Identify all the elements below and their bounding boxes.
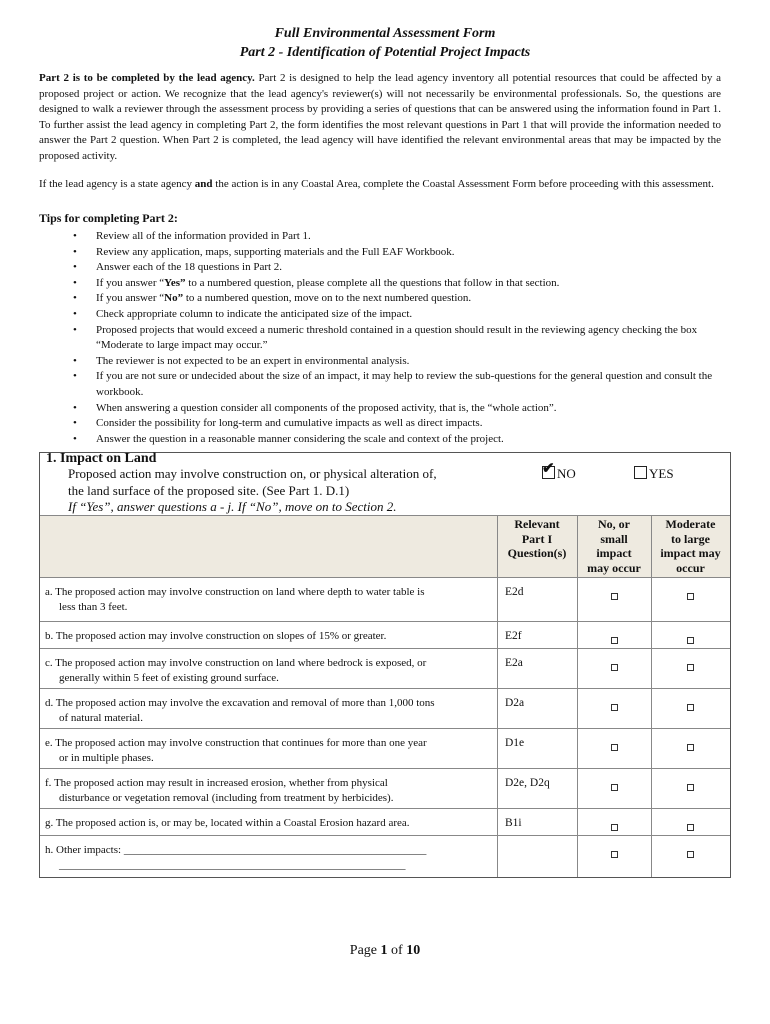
table-row-text: c. The proposed action may involve construction on land where bedrock is exposed, or generally within 5 feet of existing ground surface. xyxy=(45,657,427,684)
small-impact-checkbox[interactable] xyxy=(611,784,618,791)
table-row-text: h. Other impacts: _______________________________________________________ _______________________________________________________________ xyxy=(45,844,427,871)
table-row-text: g. The proposed action is, or may be, located within a Coastal Erosion hazard area. xyxy=(45,817,410,829)
table-row-text: a. The proposed action may involve construction on land where depth to water table is less than 3 feet. xyxy=(45,586,425,613)
small-impact-checkbox[interactable] xyxy=(611,637,618,644)
small-impact-checkbox[interactable] xyxy=(611,664,618,671)
page-footer: Page 1 of 10 xyxy=(349,943,421,958)
table-row-text: f. The proposed action may result in increased erosion, whether from physical disturbance or vegetation removal (including from treatment by herbicides). xyxy=(45,777,394,804)
tip-item: • Review any application, maps, supporting materials and the Full EAF Workbook. xyxy=(39,245,719,261)
large-impact-checkbox[interactable] xyxy=(687,851,694,858)
tip-item: • If you answer “No” to a numbered question, move on to the next numbered question. xyxy=(39,291,719,307)
large-impact-checkbox[interactable] xyxy=(687,593,694,600)
large-impact-checkbox[interactable] xyxy=(687,784,694,791)
tip-item: • Answer the question in a reasonable manner considering the scale and context of the project. xyxy=(39,432,719,448)
small-impact-checkbox[interactable] xyxy=(611,824,618,831)
small-impact-checkbox[interactable] xyxy=(611,704,618,711)
table-row-text: d. The proposed action may involve the excavation and removal of more than 1,000 tons of natural material. xyxy=(45,697,435,724)
table-row-text: b. The proposed action may involve construction on slopes of 15% or greater. xyxy=(45,630,387,642)
section-description-line2: the land surface of the proposed site. (See Part 1. D.1) xyxy=(68,483,350,498)
relevant-question-cell: E2a xyxy=(505,657,523,669)
large-impact-checkbox[interactable] xyxy=(687,637,694,644)
column-header-relevant-question: Relevant Part I Question(s) xyxy=(507,517,567,561)
tip-item: • If you answer “Yes” to a numbered question, please complete all the questions that follow in that section. xyxy=(39,276,719,292)
tip-item: • If you are not sure or undecided about the size of an impact, it may help to review the sub-questions for the general question and consult the workbook. xyxy=(39,369,719,400)
column-header-large-impact: Moderate to large impact may occur xyxy=(660,517,721,575)
relevant-question-cell: B1i xyxy=(505,817,522,829)
tips-heading: Tips for completing Part 2: xyxy=(39,211,178,225)
large-impact-checkbox[interactable] xyxy=(687,664,694,671)
section-instruction: If “Yes”, answer questions a - j. If “No”, move on to Section 2. xyxy=(68,499,397,514)
intro-bold-lead: Part 2 is to be completed by the lead agency. xyxy=(39,72,255,84)
table-row-text: e. The proposed action may involve construction that continues for more than one year or in multiple phases. xyxy=(45,737,427,764)
yes-checkbox[interactable] xyxy=(634,466,647,479)
no-label: NO xyxy=(557,466,576,481)
intro-paragraph xyxy=(39,71,721,165)
relevant-question-cell: D2a xyxy=(505,697,525,709)
no-checkbox[interactable] xyxy=(542,461,555,479)
large-impact-checkbox[interactable] xyxy=(687,824,694,831)
large-impact-checkbox[interactable] xyxy=(687,744,694,751)
tip-item: • The reviewer is not expected to be an expert in environmental analysis. xyxy=(39,354,719,370)
column-header-small-impact: No, or small impact may occur xyxy=(587,517,641,575)
intro-text: Part 2 is designed to help the lead agency inventory all potential resources that could be affected by a proposed project or action. We recognize that the lead agency's reviewer(s) will not necessarily be environmental professionals. So, the questions are designed to walk a reviewer through the assessment process by providing a series of questions that can be answered using the information found in Part 1. To further assist the lead agency in completing Part 2, the form identifies the most relevant questions in Part 1 that will provide the information needed to answer the Part 2 question. When Part 2 is completed, the lead agency will have identified the relevant environmental areas that may be impacted by the proposed activity. xyxy=(39,72,721,162)
relevant-question-cell: D1e xyxy=(505,737,525,749)
tip-item: • When answering a question consider all components of the proposed activity, that is, the “whole action”. xyxy=(39,401,719,417)
small-impact-checkbox[interactable] xyxy=(611,851,618,858)
tip-item: • Review all of the information provided in Part 1. xyxy=(39,229,719,245)
large-impact-checkbox[interactable] xyxy=(687,704,694,711)
small-impact-checkbox[interactable] xyxy=(611,744,618,751)
section-title: 1. Impact on Land xyxy=(46,451,157,466)
relevant-question-cell: E2d xyxy=(505,586,524,598)
tips-list xyxy=(39,229,719,447)
small-impact-checkbox[interactable] xyxy=(611,593,618,600)
relevant-question-cell: E2f xyxy=(505,630,522,642)
tip-item: • Consider the possibility for long-term and cumulative impacts as well as direct impacts. xyxy=(39,416,719,432)
relevant-question-cell: D2e, D2q xyxy=(505,777,550,789)
form-title: Full Environmental Assessment Form xyxy=(274,26,496,41)
coastal-paragraph: If the lead agency is a state agency and the action is in any Coastal Area, complete the Coastal Assessment Form before proceeding with this assessment. xyxy=(39,178,714,190)
section-description-line1: Proposed action may involve construction on, or physical alteration of, xyxy=(68,466,437,481)
check-mark-icon: ✔ xyxy=(542,461,555,477)
yes-label: YES xyxy=(649,466,674,481)
tip-item: • Answer each of the 18 questions in Part 2. xyxy=(39,260,719,276)
tip-item: • Proposed projects that would exceed a numeric threshold contained in a question should result in the reviewing agency checking the box “Moderate to large impact may occur.” xyxy=(39,323,719,354)
tip-item: • Check appropriate column to indicate the anticipated size of the impact. xyxy=(39,307,719,323)
form-subtitle: Part 2 - Identification of Potential Project Impacts xyxy=(239,45,531,60)
